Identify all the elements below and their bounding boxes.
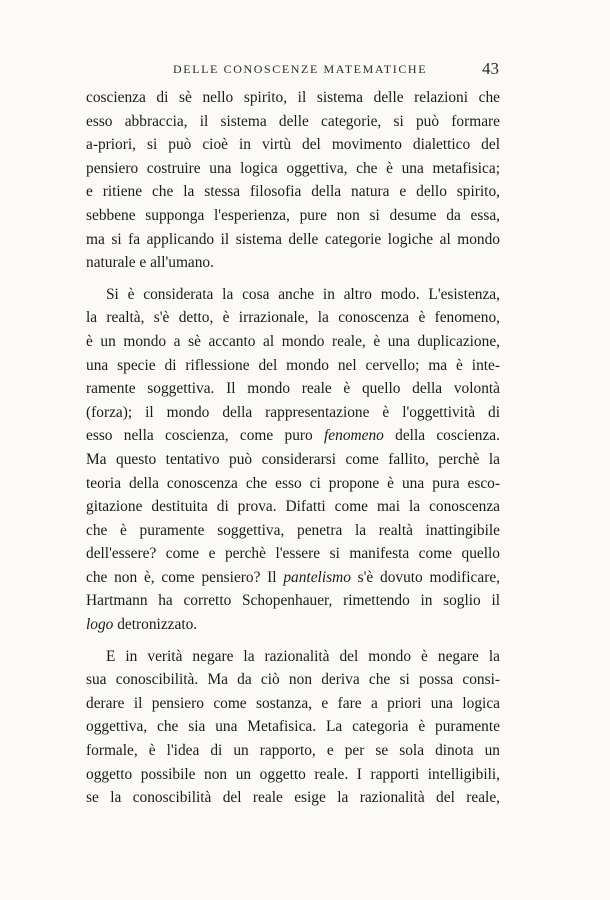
text-line: pensiero costruire una logica oggettiva, che è una metafisica; — [86, 159, 500, 177]
text-line: Si è considerata la cosa anche in altro modo. L'esistenza, — [106, 285, 500, 303]
text-line: oggettiva, che sia una Metafisica. La categoria è puramente — [86, 718, 500, 736]
text-line: teoria della conoscenza che esso ci propone è una pura esco- — [86, 474, 500, 492]
text-line: e ritiene che la stessa filosofia della natura e dello spirito, — [86, 183, 500, 201]
text-line: esso abbraccia, il sistema delle categorie, si può formare — [86, 112, 500, 130]
page-number: 43 — [482, 59, 499, 78]
text-line: E in verità negare la razionalità del mondo è negare la — [106, 647, 500, 665]
italic-term: pantelismo — [283, 568, 351, 586]
text-line-mixed — [86, 613, 500, 637]
text-line: Ma questo tentativo può considerarsi come fallito, perchè la — [86, 450, 500, 468]
text-line-mixed — [86, 424, 500, 448]
text-line: sua conoscibilità. Ma da ciò non deriva che si possa consi- — [86, 671, 500, 689]
text-line: formale, è l'idea di un rapporto, e per se sola dinota un — [86, 742, 500, 760]
text-line: una specie di riflessione del mondo nel cervello; ma è inte- — [86, 356, 500, 374]
text-line: oggetto possibile non un oggetto reale. I rapporti intelligibili, — [86, 765, 500, 783]
text-line: (forza); il mondo della rappresentazione è l'oggettività di — [86, 403, 500, 421]
page-body — [86, 86, 500, 810]
paragraph-2 — [86, 283, 500, 637]
text-line: gitazione destituita di prova. Difatti come mai la conoscenza — [86, 498, 500, 516]
text-line: dell'essere? come e perchè l'essere si manifesta come quello — [86, 545, 500, 563]
text-span: che non è, come pensiero? Il — [86, 568, 277, 586]
text-line: naturale e all'umano. — [86, 254, 214, 272]
text-line: ramente soggettiva. Il mondo reale è quello della volontà — [86, 380, 500, 398]
text-line: la realtà, s'è detto, è irrazionale, la conoscenza è fenomeno, — [86, 309, 500, 327]
text-line: se la conoscibilità del reale esige la razionalità del reale, — [86, 789, 500, 807]
paragraph-1 — [86, 86, 500, 275]
text-line: sebbene supponga l'esperienza, pure non si desume da essa, — [86, 206, 500, 224]
text-span: s'è dovuto modificare, — [357, 568, 501, 586]
italic-term: fenomeno — [324, 427, 384, 445]
text-line: è un mondo a sè accanto al mondo reale, è una duplicazione, — [86, 332, 500, 350]
text-span: esso nella coscienza, come puro — [86, 427, 313, 445]
text-line: a-priori, si può cioè in virtù del movimento dialettico del — [86, 136, 500, 154]
text-span: detronizzato. — [117, 616, 198, 634]
text-line: ma si fa applicando il sistema delle categorie logiche al mondo — [86, 230, 500, 248]
text-line: Hartmann ha corretto Schopenhauer, rimettendo in soglio il — [86, 592, 500, 610]
text-line: coscienza di sè nello spirito, il sistema delle relazioni che — [86, 89, 500, 106]
text-line: che è puramente soggettiva, penetra la realtà inattingibile — [86, 521, 500, 539]
paragraph-3 — [86, 645, 500, 810]
text-span: della coscienza. — [395, 427, 500, 445]
text-line: derare il pensiero come sostanza, e fare a priori una logica — [86, 694, 500, 712]
running-title: DELLE CONOSCENZE MATEMATICHE — [173, 62, 428, 76]
page-header — [0, 60, 610, 82]
text-line-mixed — [86, 566, 500, 590]
italic-term: logo — [86, 616, 114, 634]
